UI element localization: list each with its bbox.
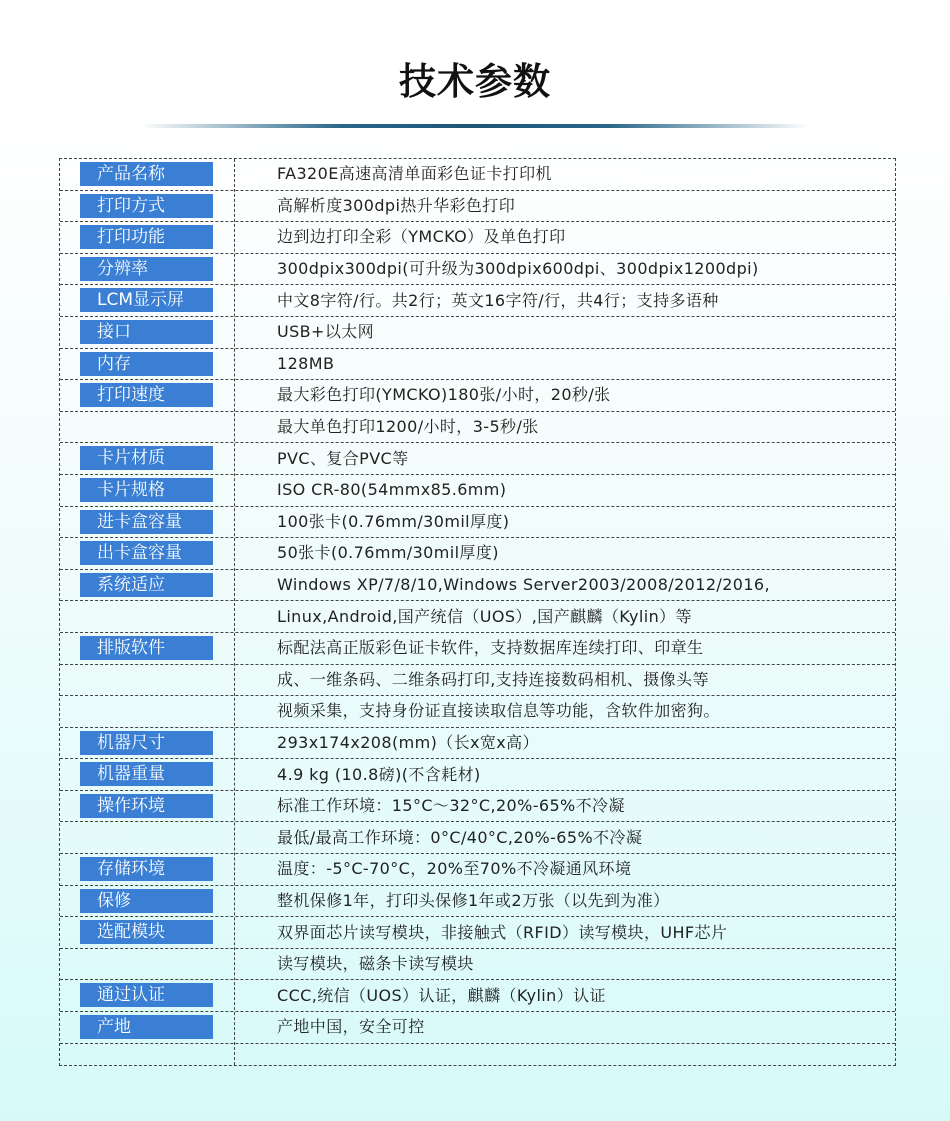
table-row <box>60 254 895 286</box>
label-cell <box>60 507 235 538</box>
row-value: 最低/最高工作环境：0°C/40°C,20%-65%不冷凝 <box>277 827 643 847</box>
label-cell <box>60 285 235 316</box>
row-label: 出卡盒容量 <box>80 541 213 565</box>
table-row <box>60 349 895 381</box>
label-cell <box>60 475 235 506</box>
label-cell <box>60 1044 235 1076</box>
label-cell <box>60 380 235 411</box>
table-row <box>60 886 895 918</box>
table-row <box>60 854 895 886</box>
row-value: 4.9 kg (10.8磅)(不含耗材) <box>277 764 481 784</box>
row-label: 卡片材质 <box>80 446 213 470</box>
row-value: CCC,统信（UOS）认证，麒麟（Kylin）认证 <box>277 985 606 1005</box>
table-row <box>60 507 895 539</box>
row-label: 存储环境 <box>80 857 213 881</box>
label-cell <box>60 633 235 664</box>
table-row <box>60 665 895 697</box>
label-cell <box>60 443 235 474</box>
row-label: 进卡盒容量 <box>80 510 213 534</box>
row-label: 内存 <box>80 352 213 376</box>
table-row <box>60 570 895 602</box>
label-cell <box>60 728 235 759</box>
table-row <box>60 633 895 665</box>
row-label: 操作环境 <box>80 794 213 818</box>
row-label: 机器尺寸 <box>80 731 213 755</box>
row-label: 排版软件 <box>80 636 213 660</box>
row-value: 视频采集，支持身份证直接读取信息等功能，含软件加密狗。 <box>277 701 720 721</box>
label-cell <box>60 665 235 696</box>
row-value: 高解析度300dpi热升华彩色打印 <box>277 195 516 215</box>
row-value: 标配法高正版彩色证卡软件，支持数据库连续打印、印章生 <box>277 638 704 658</box>
row-value: 读写模块，磁条卡读写模块 <box>277 954 474 974</box>
table-row <box>60 917 895 949</box>
label-cell <box>60 159 235 190</box>
table-row <box>60 696 895 728</box>
label-cell <box>60 949 235 980</box>
row-label: 保修 <box>80 889 213 913</box>
label-cell <box>60 349 235 380</box>
label-cell <box>60 886 235 917</box>
row-value: USB+以太网 <box>277 322 375 342</box>
row-value: 双界面芯片读写模块，非接触式（RFID）读写模块，UHF芯片 <box>277 922 728 942</box>
label-cell <box>60 191 235 222</box>
label-cell <box>60 1012 235 1043</box>
row-value: 温度：-5°C-70°C，20%至70%不冷凝通风环境 <box>277 859 632 879</box>
row-value: ISO CR-80(54mmx85.6mm) <box>277 480 507 500</box>
table-row <box>60 791 895 823</box>
table-row <box>60 191 895 223</box>
row-value: 边到边打印全彩（YMCKO）及单色打印 <box>277 227 566 247</box>
row-value: PVC、复合PVC等 <box>277 448 409 468</box>
row-label: 接口 <box>80 320 213 344</box>
title-divider <box>140 124 810 128</box>
table-row <box>60 475 895 507</box>
row-label: 机器重量 <box>80 762 213 786</box>
row-value: Linux,Android,国产统信（UOS）,国产麒麟（Kylin）等 <box>277 606 692 626</box>
spec-table <box>59 158 896 1066</box>
label-cell <box>60 917 235 948</box>
label-cell <box>60 601 235 632</box>
table-row <box>60 538 895 570</box>
row-label: 打印功能 <box>80 225 213 249</box>
row-value: 成、一维条码、二维条码打印,支持连接数码相机、摄像头等 <box>277 669 709 689</box>
row-label: 产品名称 <box>80 162 213 186</box>
table-row <box>60 317 895 349</box>
row-value: 中文8字符/行。共2行；英文16字符/行，共4行；支持多语种 <box>277 290 719 310</box>
table-row <box>60 728 895 760</box>
label-cell <box>60 696 235 727</box>
table-row <box>60 601 895 633</box>
row-label: 打印方式 <box>80 194 213 218</box>
row-value: Windows XP/7/8/10,Windows Server2003/2008/2012/2016, <box>277 575 771 595</box>
table-row <box>60 1012 895 1044</box>
label-cell <box>60 222 235 253</box>
table-row <box>60 380 895 412</box>
label-cell <box>60 538 235 569</box>
row-label: 产地 <box>80 1015 213 1039</box>
label-cell <box>60 317 235 348</box>
row-label: 卡片规格 <box>80 478 213 502</box>
label-cell <box>60 980 235 1011</box>
label-cell <box>60 412 235 443</box>
table-row <box>60 949 895 981</box>
label-cell <box>60 791 235 822</box>
row-label: 分辨率 <box>80 257 213 281</box>
row-label: 打印速度 <box>80 383 213 407</box>
label-cell <box>60 254 235 285</box>
row-label: LCM显示屏 <box>80 288 213 312</box>
label-cell <box>60 759 235 790</box>
row-value: 293x174x208(mm)（长x宽x高） <box>277 732 539 752</box>
row-value: 50张卡(0.76mm/30mil厚度) <box>277 543 499 563</box>
table-row <box>60 159 895 191</box>
table-row <box>60 1044 895 1076</box>
label-cell <box>60 570 235 601</box>
row-label: 通过认证 <box>80 983 213 1007</box>
row-value: 300dpix300dpi(可升级为300dpix600dpi、300dpix1200dpi) <box>277 259 759 279</box>
row-value: 整机保修1年，打印头保修1年或2万张（以先到为准） <box>277 890 670 910</box>
row-value: 128MB <box>277 353 335 373</box>
row-value: 标准工作环境：15°C～32°C,20%-65%不冷凝 <box>277 796 625 816</box>
label-cell <box>60 854 235 885</box>
table-row <box>60 822 895 854</box>
table-row <box>60 443 895 475</box>
table-row <box>60 980 895 1012</box>
row-label: 选配模块 <box>80 920 213 944</box>
table-row <box>60 285 895 317</box>
row-label: 系统适应 <box>80 573 213 597</box>
label-cell <box>60 822 235 853</box>
table-row <box>60 759 895 791</box>
row-value: 最大单色打印1200/小时，3-5秒/张 <box>277 417 539 437</box>
row-value: 产地中国，安全可控 <box>277 1017 425 1037</box>
table-row <box>60 222 895 254</box>
row-value: 100张卡(0.76mm/30mil厚度) <box>277 511 510 531</box>
table-row <box>60 412 895 444</box>
row-value: 最大彩色打印(YMCKO)180张/小时，20秒/张 <box>277 385 611 405</box>
row-value: FA320E高速高清单面彩色证卡打印机 <box>277 164 552 184</box>
page-title: 技术参数 <box>399 60 551 103</box>
